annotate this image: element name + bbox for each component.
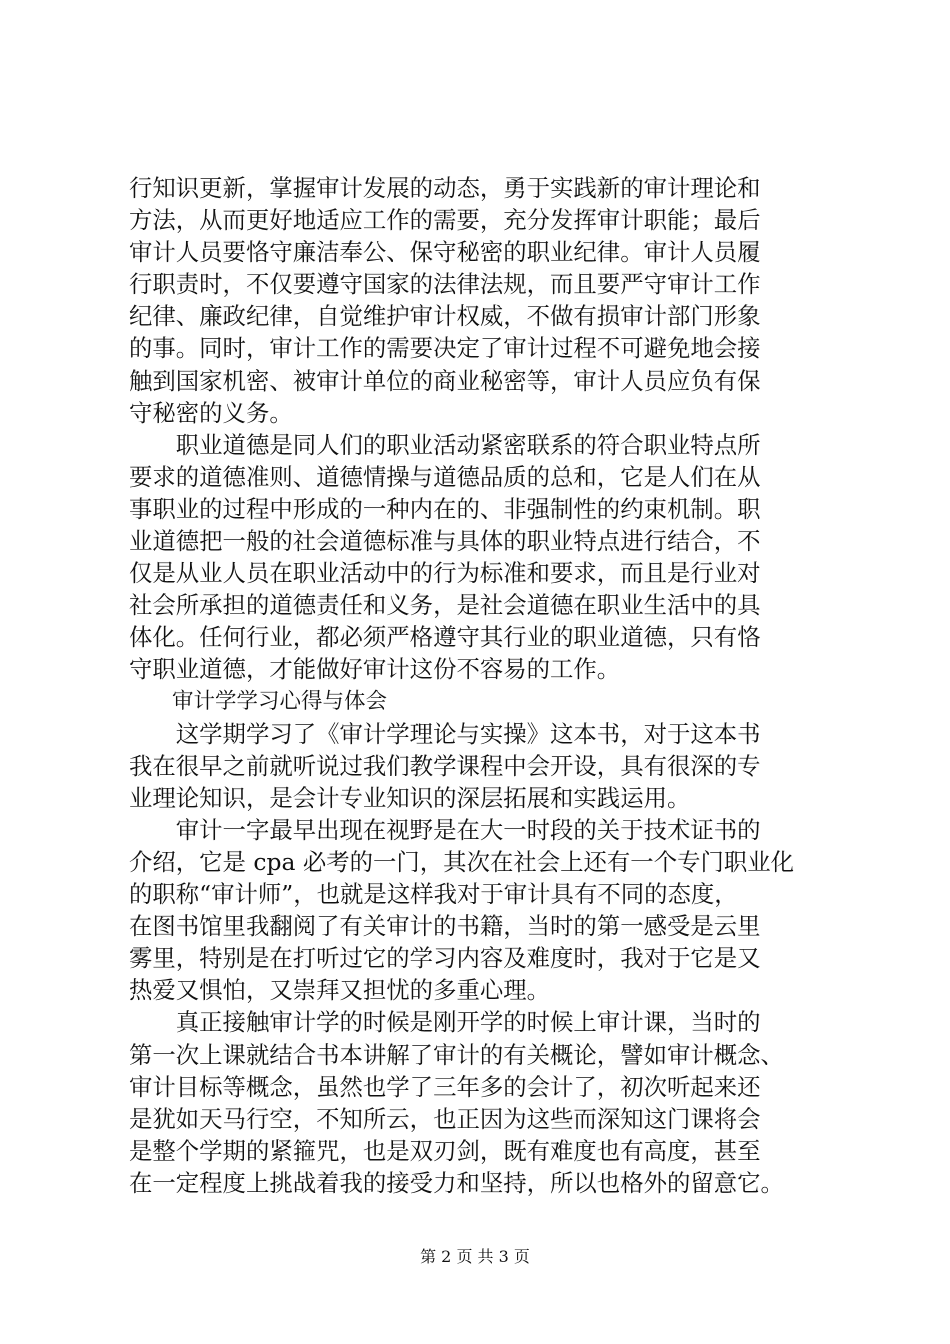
body-line: 行职责时，不仅要遵守国家的法律法规，而且要严守审计工作 (129, 270, 761, 299)
body-line: 审计目标等概念，虽然也学了三年多的会计了，初次听起来还 (129, 1072, 761, 1101)
page-number-footer: 第 2 页 共 3 页 (420, 1247, 530, 1266)
body-line: 事职业的过程中形成的一种内在的、非强制性的约束机制。职 (129, 494, 761, 523)
body-line: 职业道德是同人们的职业活动紧密联系的符合职业特点所 (129, 430, 761, 459)
body-line: 触到国家机密、被审计单位的商业秘密等，审计人员应负有保 (129, 366, 761, 395)
body-line: 社会所承担的道德责任和义务，是社会道德在职业生活中的具 (129, 591, 761, 620)
body-line: 我在很早之前就听说过我们教学课程中会开设，具有很深的专 (129, 751, 761, 780)
body-line: 业道德把一般的社会道德标准与具体的职业特点进行结合，不 (129, 527, 761, 556)
body-line: 真正接触审计学的时候是刚开学的时候上审计课，当时的 (129, 1008, 761, 1037)
body-line: 纪律、廉政纪律，自觉维护审计权威，不做有损审计部门形象 (129, 302, 761, 331)
body-line: 体化。任何行业，都必须严格遵守其行业的职业道德，只有恪 (129, 623, 761, 652)
body-line: 在一定程度上挑战着我的接受力和坚持，所以也格外的留意它。 (129, 1168, 784, 1197)
body-line: 守职业道德，才能做好审计这份不容易的工作。 (129, 655, 621, 684)
body-line: 这学期学习了《审计学理论与实操》这本书，对于这本书 (129, 719, 761, 748)
body-line: 是犹如天马行空，不知所云，也正因为这些而深知这门课将会 (129, 1104, 761, 1133)
section-heading: 审计学学习心得与体会 (129, 688, 388, 714)
body-line: 的事。同时，审计工作的需要决定了审计过程不可避免地会接 (129, 334, 761, 363)
body-line: 方法，从而更好地适应工作的需要，充分发挥审计职能；最后 (129, 206, 761, 235)
body-line: 是整个学期的紧箍咒，也是双刃剑，既有难度也有高度，甚至 (129, 1136, 761, 1165)
body-line: 的职称“审计师”，也就是这样我对于审计具有不同的态度， (129, 880, 738, 909)
body-line: 要求的道德准则、道德情操与道德品质的总和，它是人们在从 (129, 462, 761, 491)
body-line: 审计一字最早出现在视野是在大一时段的关于技术证书的 (129, 815, 761, 844)
body-line: 雾里，特别是在打听过它的学习内容及难度时，我对于它是又 (129, 944, 761, 973)
document-body (129, 172, 835, 1199)
body-line: 审计人员要恪守廉洁奉公、保守秘密的职业纪律。审计人员履 (129, 238, 761, 267)
body-line: 守秘密的义务。 (129, 398, 293, 427)
body-line: 业理论知识，是会计专业知识的深层拓展和实践运用。 (129, 783, 691, 812)
body-line: 第一次上课就结合书本讲解了审计的有关概论，譬如审计概念、 (129, 1040, 784, 1069)
body-line: 行知识更新，掌握审计发展的动态，勇于实践新的审计理论和 (129, 174, 761, 202)
body-line: 热爱又惧怕，又崇拜又担忧的多重心理。 (129, 976, 551, 1005)
body-line: 仅是从业人员在职业活动中的行为标准和要求，而且是行业对 (129, 559, 761, 588)
body-line: 在图书馆里我翻阅了有关审计的书籍，当时的第一感受是云里 (129, 912, 761, 941)
body-line: 介绍，它是 cpa 必考的一门，其次在社会上还有一个专门职业化 (129, 847, 795, 876)
